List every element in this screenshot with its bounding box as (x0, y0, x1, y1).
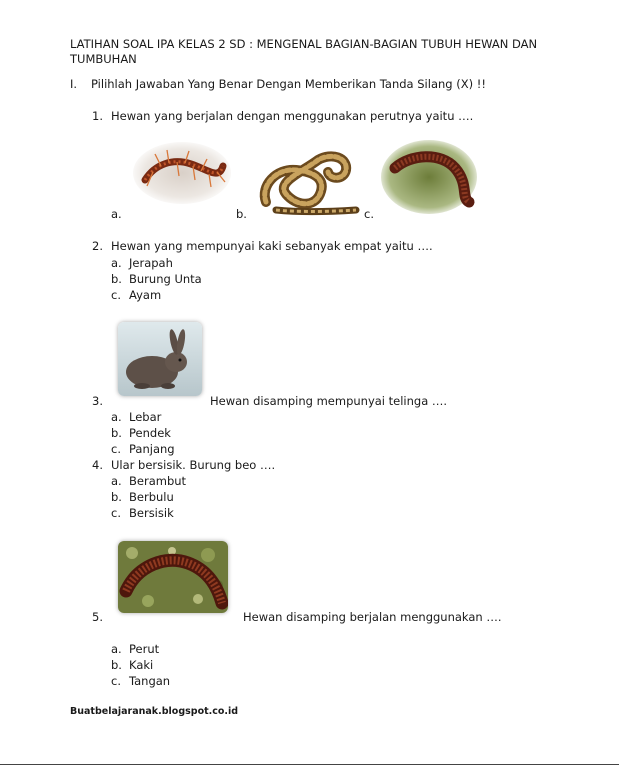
question-3-option-c-text: Panjang (129, 442, 175, 456)
question-4-text: Ular bersisik. Burung beo …. (111, 458, 276, 472)
question-1-text: Hewan yang berjalan dengan menggunakan perutnya yaitu …. (111, 109, 474, 123)
question-3-option-a-text: Lebar (129, 410, 162, 424)
question-2-option-c-text: Ayam (129, 288, 162, 302)
question-2-option-a-label[interactable]: a. (111, 256, 122, 270)
section-number: I. (70, 77, 78, 91)
question-5-option-a-text: Perut (129, 642, 160, 656)
question-5-option-b-text: Kaki (129, 658, 154, 672)
millipede-image-large (118, 541, 228, 613)
question-5-option-a-label[interactable]: a. (111, 642, 122, 656)
question-5-number: 5. (92, 610, 103, 624)
footer-source: Buatbelajaranak.blogspot.co.id (70, 706, 239, 717)
question-4-option-c-label[interactable]: c. (111, 506, 121, 520)
question-4-option-c-text: Bersisik (129, 506, 174, 520)
question-1-option-c[interactable]: c. (364, 207, 374, 221)
question-5-option-b-label[interactable]: b. (111, 658, 122, 672)
question-5-option-c-label[interactable]: c. (111, 674, 121, 688)
question-2-option-c-label[interactable]: c. (111, 288, 121, 302)
question-4-option-a-label[interactable]: a. (111, 474, 122, 488)
question-4-number: 4. (92, 458, 103, 472)
question-3-option-b-text: Pendek (129, 426, 171, 440)
question-2-number: 2. (92, 239, 103, 253)
question-5-option-c-text: Tangan (129, 674, 171, 688)
question-2-option-b-label[interactable]: b. (111, 272, 122, 286)
question-3-option-c-label[interactable]: c. (111, 442, 121, 456)
question-3-text: Hewan disamping mempunyai telinga …. (210, 394, 448, 408)
centipede-image (133, 142, 231, 204)
rabbit-image (118, 322, 202, 396)
question-2-text: Hewan yang mempunyai kaki sebanyak empat yaitu …. (111, 239, 433, 253)
section-instruction: Pilihlah Jawaban Yang Benar Dengan Memberikan Tanda Silang (X) !! (91, 77, 486, 91)
question-2-option-a-text: Jerapah (129, 256, 173, 270)
question-1-option-a[interactable]: a. (111, 207, 122, 221)
page-bottom-divider (0, 764, 619, 765)
question-4-option-b-text: Berbulu (129, 490, 174, 504)
question-1-option-b[interactable]: b. (236, 207, 247, 221)
question-4-option-b-label[interactable]: b. (111, 490, 122, 504)
snake-image (256, 150, 360, 218)
question-3-option-a-label[interactable]: a. (111, 410, 122, 424)
page-title: LATIHAN SOAL IPA KELAS 2 SD : MENGENAL BAGIAN-BAGIAN TUBUH HEWAN DAN TUMBUHAN (70, 37, 538, 66)
question-1-number: 1. (92, 109, 103, 123)
question-3-number: 3. (92, 394, 103, 408)
question-5-text: Hewan disamping berjalan menggunakan …. (243, 610, 502, 624)
question-4-option-a-text: Berambut (129, 474, 187, 488)
question-3-option-b-label[interactable]: b. (111, 426, 122, 440)
question-2-option-b-text: Burung Unta (129, 272, 202, 286)
millipede-image-small (381, 140, 477, 214)
